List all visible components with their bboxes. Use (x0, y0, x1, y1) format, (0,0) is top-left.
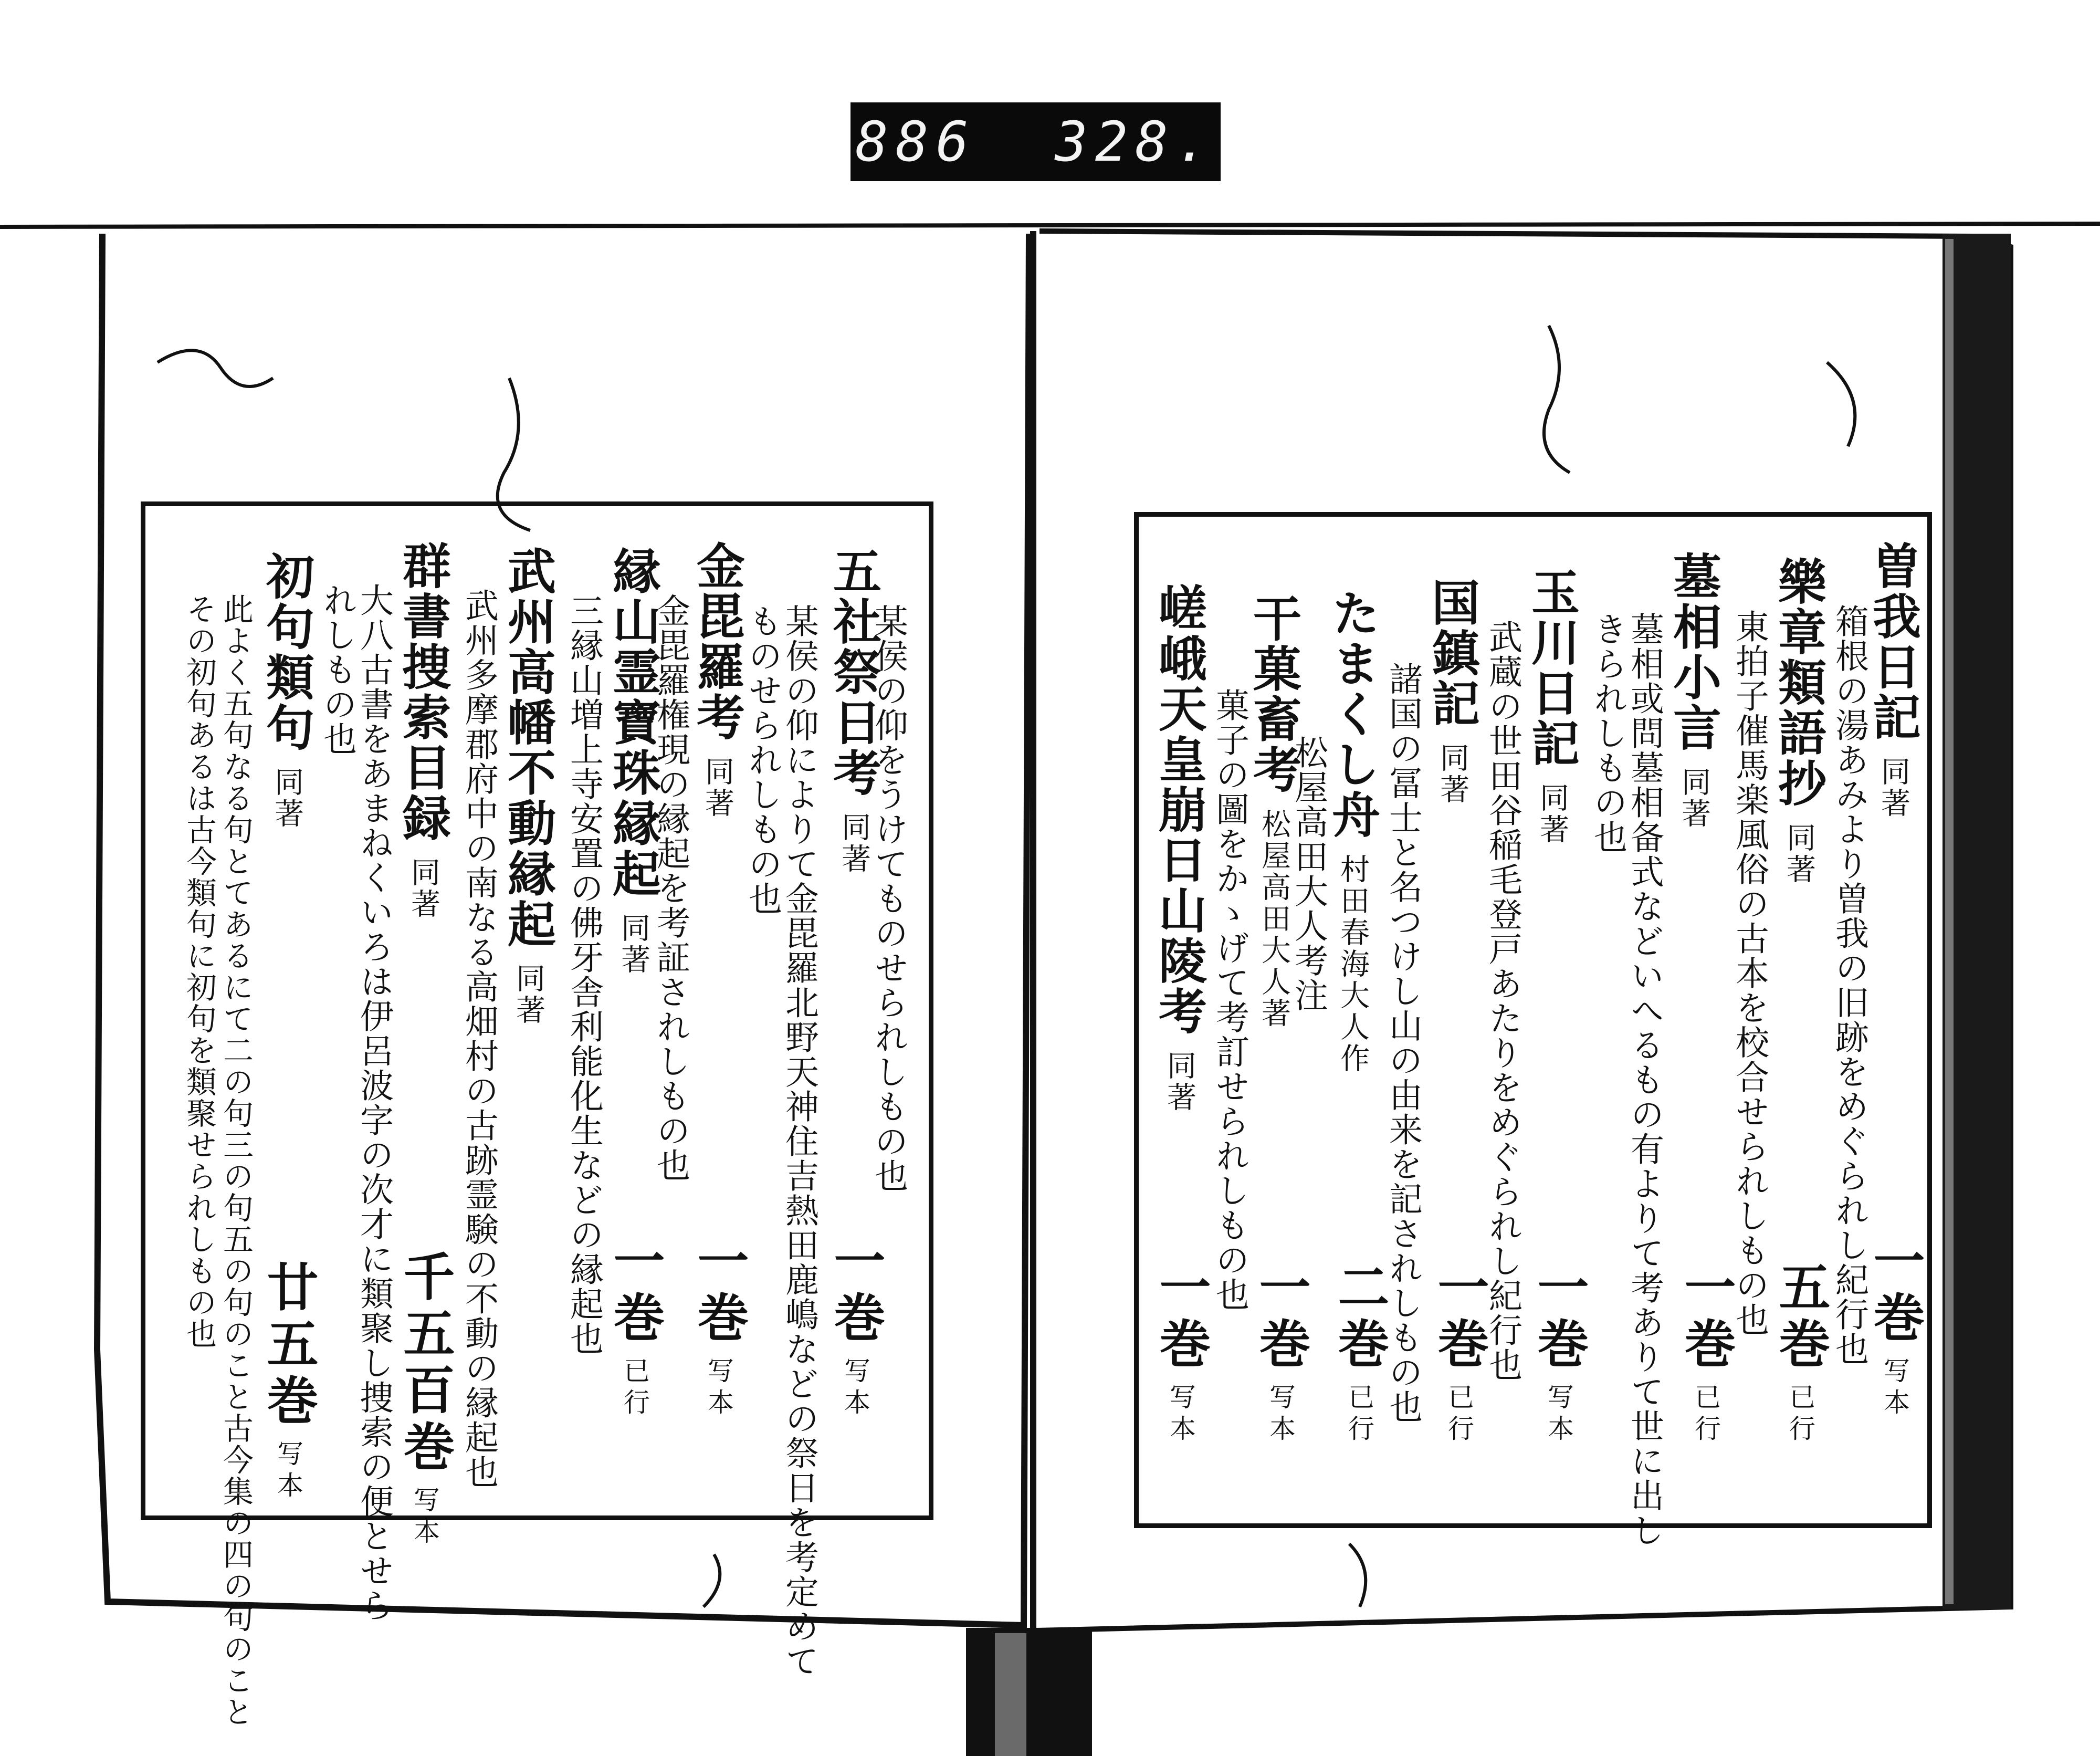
entry-quantity: 一巻写本 (1151, 1260, 1211, 1446)
entry-title: 干菓畜考松屋高田大人著 (1245, 593, 1302, 1029)
entry-title: 五社祭日考同著 (825, 546, 882, 875)
entry-author-note: 松屋高田大人考注 (1289, 735, 1328, 1012)
entry-quantity: 二巻已行 (1329, 1260, 1390, 1446)
entry-title: 武州高幡不動縁起同著 (500, 546, 556, 1026)
entry-description: 大八古書をあまねくいろは伊呂波字の次才に類聚し捜索の便とせら (354, 583, 393, 1623)
entry-description: ものせられしもの也 (743, 604, 782, 916)
entry-description: れしもの也 (318, 583, 356, 756)
entry-description: 三縁山増上寺安置の佛牙舎利能化生などの縁起也 (564, 593, 603, 1356)
entry-description: きられしもの也 (1588, 612, 1627, 854)
catalog-number-left: 886 (855, 110, 976, 174)
entry-title: 樂章類語抄同著 (1770, 557, 1827, 885)
entry-quantity: 一巻已行 (605, 1234, 665, 1420)
entry-description: 菓子の圖をかゝげて考訂せられしもの也 (1210, 688, 1249, 1312)
entry-description: 武州多摩郡府中の南なる高畑村の古跡霊験の不動の縁起也 (459, 588, 498, 1489)
entry-description: 某侯の仰によりて金毘羅北野天神住吉熱田鹿嶋などの祭日を考定めて (780, 604, 818, 1678)
entry-description: 金毘羅権現の縁起を考証されしもの也 (651, 593, 690, 1183)
entry-title: 縁山霊寶珠縁起同著 (605, 546, 662, 976)
entry-quantity: 一巻写本 (1529, 1260, 1589, 1446)
entry-description: 箱根の湯あみより曽我の旧跡をめぐられし紀行也 (1830, 604, 1868, 1366)
entry-title: 初句類句同著 (258, 551, 315, 830)
entry-quantity: 一巻写本 (689, 1234, 749, 1420)
entry-quantity: 五巻已行 (1770, 1260, 1831, 1446)
entry-title: 金毘羅考同著 (689, 541, 746, 819)
entry-quantity: 一巻写本 (825, 1234, 886, 1420)
entry-title: 曽我日記同著 (1865, 541, 1922, 819)
entry-title: 玉川日記同著 (1524, 567, 1580, 845)
entry-title: 嵯峨天皇崩日山陵考同著 (1151, 583, 1208, 1113)
entry-quantity: 一巻写本 (1251, 1260, 1311, 1446)
entry-description: 武蔵の世田谷稲毛登戸あたりをめぐられし紀行也 (1483, 620, 1522, 1382)
entry-title: たまくし舟村田春海大人作 (1324, 588, 1381, 1074)
entry-quantity: 一巻已行 (1429, 1260, 1489, 1446)
entry-quantity: 一巻写本 (1865, 1234, 1925, 1420)
entry-title: 国鎮記同著 (1424, 578, 1480, 806)
entry-description: その初句あるは古今類句に初句を類聚せられしもの也 (181, 593, 217, 1350)
catalog-number-right: 328. (1055, 110, 1216, 174)
entry-quantity: 廿五巻写本 (258, 1260, 319, 1503)
entry-description: 墓相或問墓相备式などいへるもの有よりて考ありて世に出し (1625, 612, 1664, 1548)
entry-quantity: 千五百巻写本 (395, 1250, 455, 1549)
entry-description: 東拍子催馬楽風俗の古本を校合せられしもの也 (1730, 609, 1769, 1337)
entry-title: 墓相小言同著 (1665, 551, 1722, 830)
entry-description: 諸国の冨士と名つけし山の由来を記されしもの也 (1383, 662, 1422, 1424)
entry-description: 此よく五句なる句とてあるにて二の句三の句五の句のこと古今集の四の句のこと (218, 593, 254, 1728)
entry-quantity: 一巻已行 (1676, 1260, 1736, 1446)
entry-description: 某侯の仰をうけてものせられしもの也 (869, 604, 908, 1193)
entry-title: 群書捜索目録同著 (395, 541, 452, 920)
